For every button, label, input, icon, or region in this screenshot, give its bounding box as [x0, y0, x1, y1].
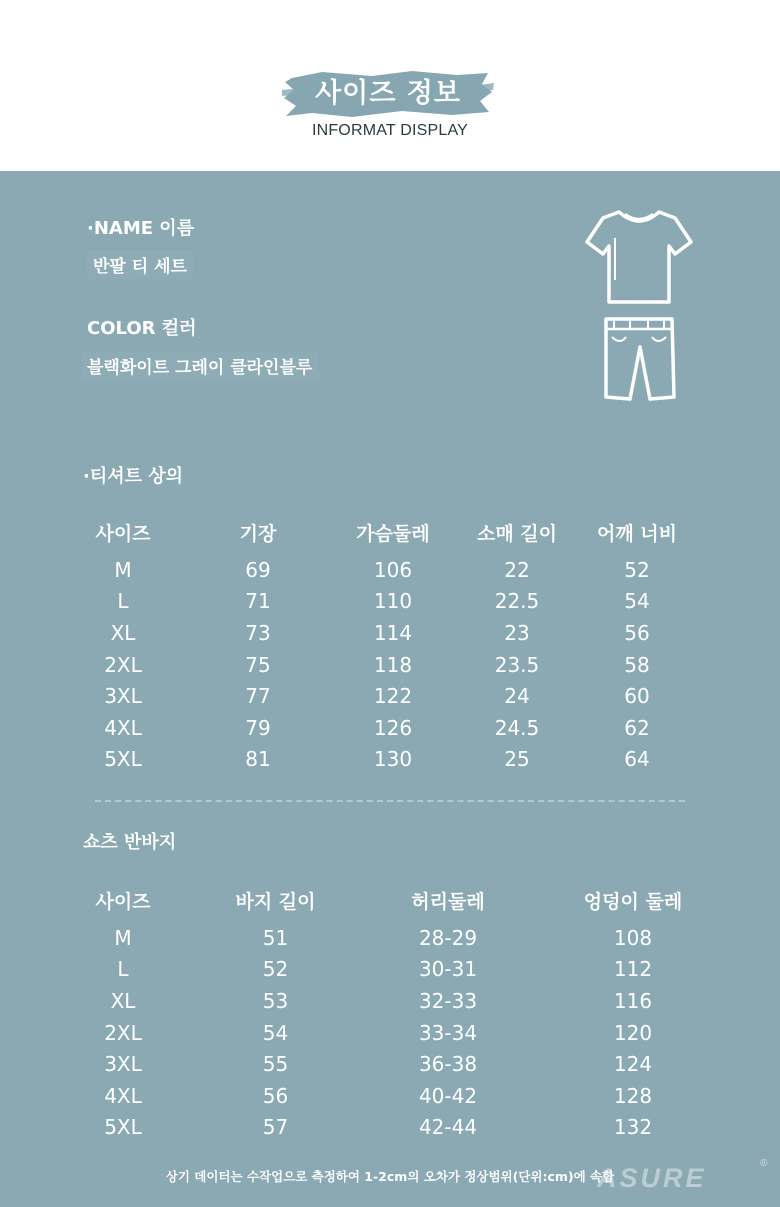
color-value: 블랙화이트 그레이 클라인블루 — [81, 351, 318, 380]
table-cell: 23 — [504, 620, 530, 645]
table-row — [53, 680, 703, 712]
registered-mark: ® — [760, 1158, 768, 1169]
column-header: 어깨 너비 — [596, 522, 678, 545]
table-row — [53, 1048, 728, 1080]
measurement-note: 상기 데이터는 수작업으로 측정하여 1-2cm의 오차가 정상범위(단위:cm)에 속함 — [165, 1169, 615, 1184]
table-cell: 42-44 — [418, 1115, 478, 1140]
table-row — [53, 554, 703, 586]
table-row — [53, 985, 728, 1017]
table-cell: 58 — [624, 652, 650, 677]
table-cell: 52 — [624, 557, 650, 582]
table-row — [53, 1112, 728, 1144]
page-title: 사이즈 정보 — [315, 78, 461, 109]
table-cell: 4XL — [104, 715, 142, 740]
tshirt-size-table — [53, 510, 703, 775]
column-header: 허리둘레 — [411, 890, 485, 913]
table-cell: 110 — [373, 589, 413, 614]
table-cell: 73 — [245, 620, 271, 645]
table-cell: 4XL — [104, 1083, 142, 1108]
table-cell: 2XL — [104, 1020, 142, 1045]
table-cell: L — [117, 957, 129, 982]
table-cell: 40-42 — [418, 1083, 478, 1108]
table-cell: 22.5 — [494, 589, 540, 614]
table-row — [53, 586, 703, 618]
table-cell: 55 — [262, 1052, 289, 1077]
column-header: 바지 길이 — [235, 890, 316, 913]
table-header-row — [53, 510, 703, 554]
table-cell: 57 — [262, 1115, 289, 1140]
header — [0, 0, 780, 171]
table-cell: 64 — [624, 747, 650, 772]
table-cell: 53 — [262, 988, 289, 1013]
table-cell: 56 — [262, 1083, 289, 1108]
column-header: 기장 — [239, 522, 277, 545]
table-cell: M — [114, 557, 132, 582]
tshirt-section-title: ·티셔트 상의 — [83, 466, 184, 487]
table-cell: 51 — [262, 925, 289, 950]
table-cell: 69 — [245, 557, 271, 582]
table-cell: 32-33 — [418, 988, 478, 1013]
name-label: ·NAME 이름 — [87, 218, 195, 239]
name-value: 반팔 티 세트 — [87, 250, 193, 279]
table-cell: 126 — [373, 715, 413, 740]
column-header: 사이즈 — [95, 890, 151, 913]
table-cell: 5XL — [104, 1115, 142, 1140]
table-cell: 122 — [373, 684, 413, 709]
table-cell: 54 — [624, 589, 650, 614]
shorts-section-title: 쇼츠 반바지 — [83, 832, 177, 853]
table-cell: 22 — [504, 557, 530, 582]
shorts-icon — [600, 315, 678, 401]
table-cell: 36-38 — [418, 1052, 478, 1077]
table-cell: 28-29 — [418, 925, 478, 950]
section-divider — [95, 800, 685, 802]
table-cell: 114 — [373, 620, 413, 645]
table-cell: 132 — [613, 1115, 653, 1140]
page-subtitle: INFORMAT DISPLAY — [311, 122, 469, 139]
table-cell: 54 — [262, 1020, 289, 1045]
table-cell: XL — [110, 620, 136, 645]
table-cell: 24.5 — [494, 715, 540, 740]
table-row — [53, 617, 703, 649]
column-header: 엉덩이 둘레 — [583, 890, 683, 913]
table-row — [53, 1017, 728, 1049]
table-cell: 124 — [613, 1052, 653, 1077]
table-cell: 30-31 — [418, 957, 478, 982]
table-cell: 60 — [624, 684, 650, 709]
table-cell: 120 — [613, 1020, 653, 1045]
table-cell: XL — [110, 988, 136, 1013]
table-cell: 79 — [245, 715, 271, 740]
table-cell: M — [114, 925, 132, 950]
table-cell: 71 — [245, 589, 271, 614]
table-cell: 5XL — [104, 747, 142, 772]
table-cell: 106 — [373, 557, 413, 582]
shorts-size-table — [53, 878, 728, 1143]
table-cell: 75 — [245, 652, 271, 677]
table-cell: 128 — [613, 1083, 653, 1108]
table-cell: 2XL — [104, 652, 142, 677]
table-cell: L — [117, 589, 129, 614]
table-row — [53, 744, 703, 776]
column-header: 소매 길이 — [476, 522, 558, 545]
table-cell: 56 — [624, 620, 650, 645]
table-cell: 130 — [373, 747, 413, 772]
column-header: 사이즈 — [95, 522, 151, 545]
tshirt-icon — [585, 208, 693, 306]
table-cell: 116 — [613, 988, 653, 1013]
table-cell: 23.5 — [494, 652, 540, 677]
color-label: COLOR 컬러 — [87, 318, 197, 339]
table-row — [53, 922, 728, 954]
table-cell: 52 — [262, 957, 289, 982]
table-cell: 112 — [613, 957, 653, 982]
table-row — [53, 649, 703, 681]
table-cell: 24 — [504, 684, 530, 709]
table-cell: 3XL — [104, 1052, 142, 1077]
table-header-row — [53, 878, 728, 922]
table-cell: 108 — [613, 925, 653, 950]
table-cell: 33-34 — [418, 1020, 478, 1045]
table-row — [53, 712, 703, 744]
table-cell: 81 — [245, 747, 271, 772]
table-cell: 25 — [504, 747, 530, 772]
table-row — [53, 1080, 728, 1112]
table-cell: 118 — [373, 652, 413, 677]
column-header: 가슴둘레 — [356, 522, 430, 545]
table-row — [53, 954, 728, 986]
table-cell: 77 — [245, 684, 271, 709]
table-cell: 62 — [624, 715, 650, 740]
brand-watermark: ASURE — [597, 1163, 707, 1193]
table-cell: 3XL — [104, 684, 142, 709]
